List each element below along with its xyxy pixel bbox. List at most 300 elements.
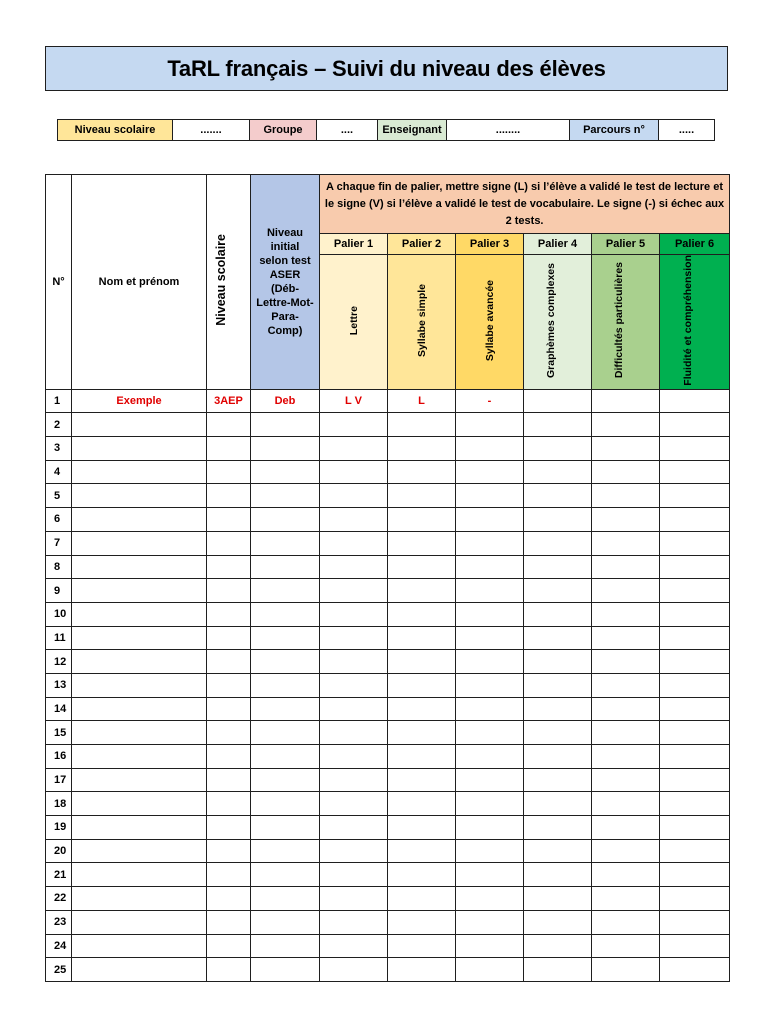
row-number: 15 <box>46 721 72 745</box>
nom-cell[interactable] <box>72 508 207 532</box>
palier-4-cell[interactable] <box>524 768 592 792</box>
niveau-cell[interactable] <box>207 626 251 650</box>
table-row <box>46 839 730 863</box>
palier-4-cell[interactable] <box>524 531 592 555</box>
palier-4-cell[interactable] <box>524 602 592 626</box>
niveau-cell[interactable] <box>207 460 251 484</box>
aser-cell[interactable] <box>251 413 320 437</box>
palier-6-cell[interactable] <box>660 626 730 650</box>
table-row <box>46 887 730 911</box>
row-number: 16 <box>46 745 72 769</box>
row-number: 7 <box>46 531 72 555</box>
nom-cell[interactable] <box>72 579 207 603</box>
palier-5-cell[interactable] <box>592 745 660 769</box>
palier-6-cell[interactable] <box>660 602 730 626</box>
palier-3-cell[interactable] <box>456 484 524 508</box>
aser-cell[interactable] <box>251 460 320 484</box>
palier-2-topic <box>388 255 456 390</box>
palier-6-cell[interactable] <box>660 508 730 532</box>
palier-3-cell[interactable] <box>456 437 524 461</box>
table-row <box>46 792 730 816</box>
palier-1-cell[interactable] <box>320 839 388 863</box>
groupe-label: Groupe <box>249 119 317 141</box>
row-number: 17 <box>46 768 72 792</box>
palier-5-header: Palier 5 <box>592 234 660 255</box>
example-palier-6[interactable] <box>660 389 730 413</box>
palier-4-header: Palier 4 <box>524 234 592 255</box>
palier-4-cell[interactable] <box>524 958 592 982</box>
palier-1-cell[interactable] <box>320 934 388 958</box>
row-number: 13 <box>46 673 72 697</box>
header-aser: Niveau initial selon test ASER (Déb-Lettre-Mot-Para-Comp) <box>251 175 320 390</box>
palier-2-cell[interactable] <box>388 839 456 863</box>
enseignant-label: Enseignant <box>377 119 447 141</box>
enseignant-field[interactable]: ........ <box>446 119 570 141</box>
palier-2-cell[interactable] <box>388 768 456 792</box>
palier-6-cell[interactable] <box>660 887 730 911</box>
nom-cell[interactable] <box>72 887 207 911</box>
info-row <box>57 119 715 141</box>
aser-cell[interactable] <box>251 934 320 958</box>
palier-5-cell[interactable] <box>592 910 660 934</box>
palier-1-topic-text: Lettre <box>347 305 360 335</box>
palier-1-cell[interactable] <box>320 910 388 934</box>
palier-2-cell[interactable] <box>388 555 456 579</box>
palier-3-cell[interactable] <box>456 745 524 769</box>
nom-cell[interactable] <box>72 437 207 461</box>
palier-2-cell[interactable] <box>388 508 456 532</box>
nom-cell[interactable] <box>72 531 207 555</box>
niveau-cell[interactable] <box>207 839 251 863</box>
row-number: 3 <box>46 437 72 461</box>
palier-6-header: Palier 6 <box>660 234 730 255</box>
nom-cell[interactable] <box>72 555 207 579</box>
page-title: TaRL français – Suivi du niveau des élèves <box>45 46 728 91</box>
palier-5-cell[interactable] <box>592 839 660 863</box>
aser-cell[interactable] <box>251 531 320 555</box>
niveau-cell[interactable] <box>207 437 251 461</box>
row-number: 20 <box>46 839 72 863</box>
niveau-cell[interactable] <box>207 555 251 579</box>
palier-3-cell[interactable] <box>456 721 524 745</box>
parcours-field[interactable]: ..... <box>658 119 715 141</box>
palier-4-cell[interactable] <box>524 555 592 579</box>
groupe-field[interactable]: .... <box>316 119 378 141</box>
palier-3-cell[interactable] <box>456 792 524 816</box>
row-number: 6 <box>46 508 72 532</box>
palier-5-cell[interactable] <box>592 484 660 508</box>
aser-cell[interactable] <box>251 697 320 721</box>
palier-1-cell[interactable] <box>320 626 388 650</box>
table-row <box>46 910 730 934</box>
niveau-cell[interactable] <box>207 792 251 816</box>
palier-5-cell[interactable] <box>592 673 660 697</box>
palier-4-cell[interactable] <box>524 460 592 484</box>
table-row <box>46 768 730 792</box>
palier-5-cell[interactable] <box>592 555 660 579</box>
row-number: 8 <box>46 555 72 579</box>
niveau-cell[interactable] <box>207 745 251 769</box>
aser-cell[interactable] <box>251 508 320 532</box>
table-row <box>46 721 730 745</box>
nom-cell[interactable] <box>72 745 207 769</box>
table-row <box>46 460 730 484</box>
palier-1-cell[interactable] <box>320 650 388 674</box>
header-num: N° <box>46 175 72 390</box>
row-number: 14 <box>46 697 72 721</box>
palier-1-cell[interactable] <box>320 768 388 792</box>
palier-3-header: Palier 3 <box>456 234 524 255</box>
palier-4-cell[interactable] <box>524 413 592 437</box>
row-number: 25 <box>46 958 72 982</box>
palier-2-cell[interactable] <box>388 958 456 982</box>
palier-2-cell[interactable] <box>388 697 456 721</box>
palier-3-cell[interactable] <box>456 839 524 863</box>
palier-6-cell[interactable] <box>660 863 730 887</box>
row-number: 19 <box>46 816 72 840</box>
example-palier-3[interactable]: - <box>456 389 524 413</box>
palier-3-topic <box>456 255 524 390</box>
palier-2-cell[interactable] <box>388 413 456 437</box>
palier-2-cell[interactable] <box>388 745 456 769</box>
table-row <box>46 745 730 769</box>
palier-1-cell[interactable] <box>320 531 388 555</box>
palier-4-cell[interactable] <box>524 650 592 674</box>
palier-2-topic-text: Syllabe simple <box>415 283 428 357</box>
example-nom[interactable]: Exemple <box>72 389 207 413</box>
palier-4-topic <box>524 255 592 390</box>
palier-3-cell[interactable] <box>456 579 524 603</box>
palier-3-cell[interactable] <box>456 910 524 934</box>
palier-3-cell[interactable] <box>456 958 524 982</box>
palier-1-cell[interactable] <box>320 579 388 603</box>
niveau-cell[interactable] <box>207 673 251 697</box>
palier-1-cell[interactable] <box>320 437 388 461</box>
palier-1-cell[interactable] <box>320 508 388 532</box>
table-row <box>46 650 730 674</box>
palier-2-cell[interactable] <box>388 437 456 461</box>
row-number: 4 <box>46 460 72 484</box>
example-palier-5[interactable] <box>592 389 660 413</box>
palier-2-cell[interactable] <box>388 626 456 650</box>
niveau-cell[interactable] <box>207 508 251 532</box>
aser-cell[interactable] <box>251 792 320 816</box>
palier-5-cell[interactable] <box>592 531 660 555</box>
table-row <box>46 934 730 958</box>
palier-5-cell[interactable] <box>592 460 660 484</box>
palier-4-cell[interactable] <box>524 626 592 650</box>
aser-cell[interactable] <box>251 745 320 769</box>
table-row <box>46 673 730 697</box>
nom-cell[interactable] <box>72 673 207 697</box>
niveau-cell[interactable] <box>207 887 251 911</box>
palier-1-cell[interactable] <box>320 673 388 697</box>
palier-4-topic-text: Graphèmes complexes <box>544 262 557 378</box>
palier-4-cell[interactable] <box>524 721 592 745</box>
example-niveau[interactable]: 3AEP <box>207 389 251 413</box>
palier-2-cell[interactable] <box>388 721 456 745</box>
palier-2-cell[interactable] <box>388 934 456 958</box>
table-row <box>46 508 730 532</box>
palier-4-cell[interactable] <box>524 579 592 603</box>
nom-cell[interactable] <box>72 650 207 674</box>
palier-5-cell[interactable] <box>592 602 660 626</box>
nom-cell[interactable] <box>72 958 207 982</box>
palier-4-cell[interactable] <box>524 816 592 840</box>
palier-1-cell[interactable] <box>320 745 388 769</box>
table-row <box>46 816 730 840</box>
palier-4-cell[interactable] <box>524 934 592 958</box>
palier-5-cell[interactable] <box>592 887 660 911</box>
palier-3-cell[interactable] <box>456 934 524 958</box>
aser-cell[interactable] <box>251 484 320 508</box>
palier-1-cell[interactable] <box>320 555 388 579</box>
palier-1-cell[interactable] <box>320 413 388 437</box>
palier-4-cell[interactable] <box>524 508 592 532</box>
aser-cell[interactable] <box>251 555 320 579</box>
palier-5-cell[interactable] <box>592 697 660 721</box>
row-number: 2 <box>46 413 72 437</box>
palier-2-cell[interactable] <box>388 910 456 934</box>
nom-cell[interactable] <box>72 460 207 484</box>
palier-4-cell[interactable] <box>524 437 592 461</box>
example-palier-1[interactable]: L V <box>320 389 388 413</box>
palier-5-cell[interactable] <box>592 816 660 840</box>
palier-6-cell[interactable] <box>660 579 730 603</box>
row-number: 9 <box>46 579 72 603</box>
palier-6-cell[interactable] <box>660 792 730 816</box>
palier-5-cell[interactable] <box>592 863 660 887</box>
row-number: 18 <box>46 792 72 816</box>
header-instruction: A chaque fin de palier, mettre signe (L) si l’élève a validé le test de lecture et le signe (V) si l’élève a validé le test de vocabulaire. Le signe (-) si échec aux 2 tests. <box>320 175 730 234</box>
nom-cell[interactable] <box>72 626 207 650</box>
header-nom: Nom et prénom <box>72 175 207 390</box>
palier-6-cell[interactable] <box>660 697 730 721</box>
palier-3-cell[interactable] <box>456 508 524 532</box>
niveau-cell[interactable] <box>207 958 251 982</box>
table-row <box>46 579 730 603</box>
palier-1-cell[interactable] <box>320 887 388 911</box>
palier-3-cell[interactable] <box>456 531 524 555</box>
palier-6-cell[interactable] <box>660 555 730 579</box>
palier-6-cell[interactable] <box>660 673 730 697</box>
row-number: 24 <box>46 934 72 958</box>
aser-cell[interactable] <box>251 602 320 626</box>
palier-3-cell[interactable] <box>456 816 524 840</box>
palier-6-cell[interactable] <box>660 531 730 555</box>
niveau-cell[interactable] <box>207 531 251 555</box>
palier-5-cell[interactable] <box>592 721 660 745</box>
niveau-scolaire-field[interactable]: ....... <box>172 119 250 141</box>
aser-cell[interactable] <box>251 626 320 650</box>
aser-cell[interactable] <box>251 673 320 697</box>
niveau-cell[interactable] <box>207 816 251 840</box>
nom-cell[interactable] <box>72 721 207 745</box>
niveau-cell[interactable] <box>207 602 251 626</box>
palier-3-cell[interactable] <box>456 863 524 887</box>
palier-3-cell[interactable] <box>456 460 524 484</box>
niveau-cell[interactable] <box>207 910 251 934</box>
palier-4-cell[interactable] <box>524 910 592 934</box>
palier-2-cell[interactable] <box>388 887 456 911</box>
palier-3-topic-text: Syllabe avancée <box>483 279 496 361</box>
palier-3-cell[interactable] <box>456 697 524 721</box>
palier-6-cell[interactable] <box>660 437 730 461</box>
aser-cell[interactable] <box>251 863 320 887</box>
palier-1-cell[interactable] <box>320 792 388 816</box>
palier-3-cell[interactable] <box>456 555 524 579</box>
header-niveau <box>207 175 251 390</box>
tracking-table <box>45 174 730 982</box>
aser-cell[interactable] <box>251 650 320 674</box>
palier-5-topic <box>592 255 660 390</box>
palier-3-cell[interactable] <box>456 413 524 437</box>
row-number: 11 <box>46 626 72 650</box>
table-row <box>46 602 730 626</box>
niveau-cell[interactable] <box>207 721 251 745</box>
palier-1-cell[interactable] <box>320 958 388 982</box>
palier-3-cell[interactable] <box>456 768 524 792</box>
palier-1-cell[interactable] <box>320 602 388 626</box>
palier-6-cell[interactable] <box>660 413 730 437</box>
aser-cell[interactable] <box>251 887 320 911</box>
table-row <box>46 413 730 437</box>
palier-4-cell[interactable] <box>524 673 592 697</box>
palier-6-cell[interactable] <box>660 816 730 840</box>
palier-5-topic-text: Difficultés particulières <box>612 262 625 379</box>
row-number: 1 <box>46 389 72 413</box>
palier-6-topic-text: Fluidité et compréhension <box>681 255 694 386</box>
nom-cell[interactable] <box>72 934 207 958</box>
palier-5-cell[interactable] <box>592 437 660 461</box>
palier-6-cell[interactable] <box>660 460 730 484</box>
aser-cell[interactable] <box>251 768 320 792</box>
nom-cell[interactable] <box>72 484 207 508</box>
palier-4-cell[interactable] <box>524 863 592 887</box>
nom-cell[interactable] <box>72 413 207 437</box>
nom-cell[interactable] <box>72 910 207 934</box>
palier-2-cell[interactable] <box>388 863 456 887</box>
table-row <box>46 958 730 982</box>
row-number: 23 <box>46 910 72 934</box>
palier-1-cell[interactable] <box>320 721 388 745</box>
palier-1-cell[interactable] <box>320 816 388 840</box>
aser-cell[interactable] <box>251 910 320 934</box>
niveau-cell[interactable] <box>207 413 251 437</box>
aser-cell[interactable] <box>251 721 320 745</box>
palier-4-cell[interactable] <box>524 697 592 721</box>
palier-6-cell[interactable] <box>660 745 730 769</box>
palier-6-cell[interactable] <box>660 910 730 934</box>
palier-5-cell[interactable] <box>592 626 660 650</box>
aser-cell[interactable] <box>251 437 320 461</box>
palier-2-header: Palier 2 <box>388 234 456 255</box>
palier-4-cell[interactable] <box>524 745 592 769</box>
palier-2-cell[interactable] <box>388 650 456 674</box>
palier-3-cell[interactable] <box>456 673 524 697</box>
palier-3-cell[interactable] <box>456 887 524 911</box>
example-palier-4[interactable] <box>524 389 592 413</box>
nom-cell[interactable] <box>72 863 207 887</box>
niveau-cell[interactable] <box>207 934 251 958</box>
palier-5-cell[interactable] <box>592 413 660 437</box>
table-row <box>46 626 730 650</box>
nom-cell[interactable] <box>72 816 207 840</box>
palier-6-cell[interactable] <box>660 839 730 863</box>
palier-2-cell[interactable] <box>388 673 456 697</box>
palier-4-cell[interactable] <box>524 792 592 816</box>
example-palier-2[interactable]: L <box>388 389 456 413</box>
palier-5-cell[interactable] <box>592 958 660 982</box>
palier-6-cell[interactable] <box>660 721 730 745</box>
palier-5-cell[interactable] <box>592 650 660 674</box>
table-row-example <box>46 389 730 413</box>
palier-3-cell[interactable] <box>456 650 524 674</box>
example-aser[interactable]: Deb <box>251 389 320 413</box>
palier-2-cell[interactable] <box>388 531 456 555</box>
palier-5-cell[interactable] <box>592 508 660 532</box>
nom-cell[interactable] <box>72 792 207 816</box>
palier-3-cell[interactable] <box>456 602 524 626</box>
nom-cell[interactable] <box>72 839 207 863</box>
niveau-cell[interactable] <box>207 579 251 603</box>
aser-cell[interactable] <box>251 579 320 603</box>
row-number: 21 <box>46 863 72 887</box>
table-row <box>46 437 730 461</box>
palier-1-cell[interactable] <box>320 460 388 484</box>
palier-1-cell[interactable] <box>320 697 388 721</box>
palier-4-cell[interactable] <box>524 484 592 508</box>
aser-cell[interactable] <box>251 839 320 863</box>
palier-1-topic <box>320 255 388 390</box>
niveau-cell[interactable] <box>207 697 251 721</box>
palier-6-cell[interactable] <box>660 484 730 508</box>
aser-cell[interactable] <box>251 816 320 840</box>
niveau-cell[interactable] <box>207 768 251 792</box>
palier-5-cell[interactable] <box>592 579 660 603</box>
palier-4-cell[interactable] <box>524 839 592 863</box>
palier-3-cell[interactable] <box>456 626 524 650</box>
palier-5-cell[interactable] <box>592 768 660 792</box>
nom-cell[interactable] <box>72 768 207 792</box>
palier-2-cell[interactable] <box>388 816 456 840</box>
palier-6-cell[interactable] <box>660 650 730 674</box>
palier-5-cell[interactable] <box>592 792 660 816</box>
palier-1-cell[interactable] <box>320 863 388 887</box>
palier-6-cell[interactable] <box>660 934 730 958</box>
nom-cell[interactable] <box>72 602 207 626</box>
aser-cell[interactable] <box>251 958 320 982</box>
niveau-cell[interactable] <box>207 650 251 674</box>
palier-2-cell[interactable] <box>388 484 456 508</box>
palier-2-cell[interactable] <box>388 792 456 816</box>
palier-6-cell[interactable] <box>660 768 730 792</box>
table-row <box>46 484 730 508</box>
palier-2-cell[interactable] <box>388 460 456 484</box>
header-niveau-text: Niveau scolaire <box>213 234 228 327</box>
palier-1-header: Palier 1 <box>320 234 388 255</box>
palier-4-cell[interactable] <box>524 887 592 911</box>
niveau-cell[interactable] <box>207 863 251 887</box>
nom-cell[interactable] <box>72 697 207 721</box>
palier-6-cell[interactable] <box>660 958 730 982</box>
palier-2-cell[interactable] <box>388 602 456 626</box>
palier-1-cell[interactable] <box>320 484 388 508</box>
row-number: 12 <box>46 650 72 674</box>
palier-2-cell[interactable] <box>388 579 456 603</box>
palier-5-cell[interactable] <box>592 934 660 958</box>
niveau-cell[interactable] <box>207 484 251 508</box>
